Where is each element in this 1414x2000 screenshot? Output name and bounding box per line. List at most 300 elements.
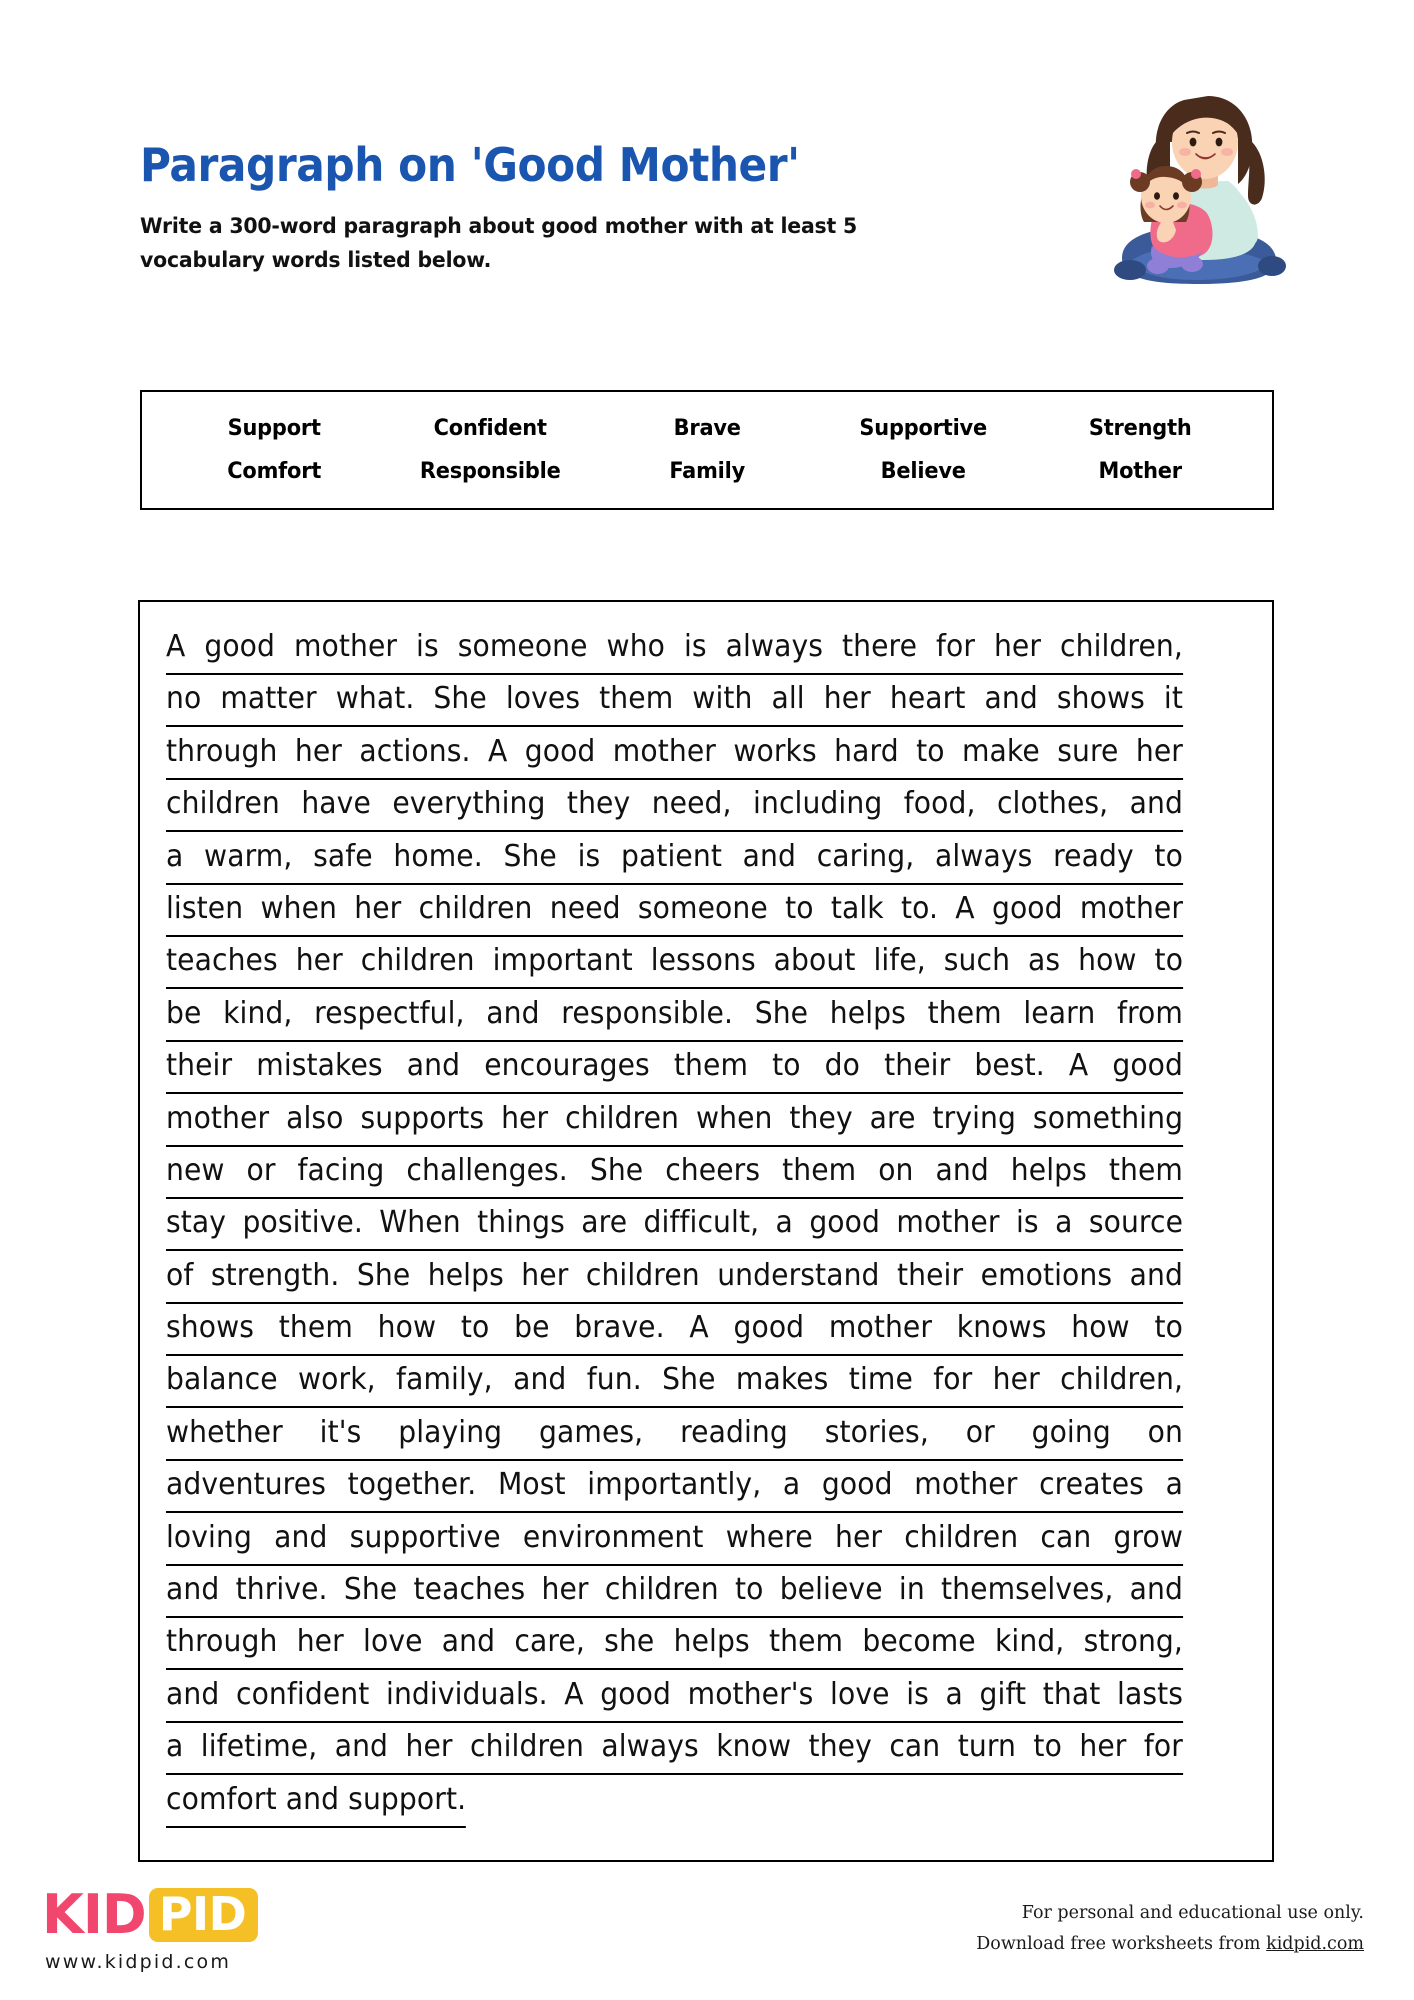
paragraph-word: good — [821, 1467, 893, 1503]
paragraph-word: something — [1032, 1100, 1184, 1136]
paragraph-word: actions. — [359, 733, 471, 769]
paragraph-word: mother — [896, 1205, 1000, 1241]
paragraph-word: good — [524, 733, 596, 769]
paragraph-word: how — [1078, 943, 1137, 979]
paragraph-word: best. — [974, 1048, 1045, 1084]
paragraph-line — [166, 886, 1183, 938]
vocabulary-word: Support — [227, 416, 321, 441]
paragraph-line — [166, 1777, 1183, 1829]
logo-wordmark — [42, 1883, 462, 1946]
paragraph-word: A — [689, 1310, 709, 1346]
paragraph-word: mother's — [687, 1676, 814, 1712]
paragraph-word: teaches — [413, 1572, 526, 1608]
paragraph-word: adventures — [166, 1467, 326, 1503]
paragraph-word: whether — [166, 1414, 283, 1450]
paragraph-word: her — [835, 1519, 883, 1555]
vocabulary-word: Believe — [880, 459, 966, 484]
paragraph-answer-area[interactable] — [138, 600, 1274, 1862]
paragraph-word: children — [418, 890, 533, 926]
paragraph-word: helps — [829, 995, 906, 1031]
paragraph-word: children — [904, 1519, 1019, 1555]
paragraph-word: cheers — [665, 1152, 761, 1188]
paragraph-word: them — [673, 1048, 749, 1084]
paragraph-line — [166, 1305, 1183, 1357]
paragraph-word: emotions — [980, 1257, 1113, 1293]
paragraph-word: mother — [1079, 890, 1184, 926]
paragraph-word: her — [405, 1729, 453, 1765]
paragraph-word: her — [294, 733, 342, 769]
paragraph-word: always — [934, 838, 1033, 874]
vocabulary-box — [140, 390, 1274, 510]
paragraph-word: family, — [396, 1362, 493, 1398]
paragraph-word: her — [1135, 733, 1183, 769]
paragraph-word: her — [993, 629, 1042, 664]
paragraph-word: gift — [979, 1676, 1027, 1712]
vocabulary-row — [142, 416, 1272, 441]
paragraph-word: they — [808, 1729, 872, 1765]
paragraph-word: She — [503, 838, 557, 874]
paragraph-word: children, — [1059, 629, 1183, 664]
paragraph-word: things — [477, 1205, 565, 1241]
paragraph-word: to — [734, 1572, 764, 1608]
paragraph-word: is — [416, 629, 439, 664]
paragraph-word: on — [1147, 1414, 1183, 1450]
paragraph-word: She — [754, 995, 809, 1031]
paragraph-line — [166, 991, 1183, 1043]
paragraph-word: be — [514, 1310, 550, 1346]
paragraph-line-text — [166, 676, 1183, 727]
paragraph-word: need — [549, 890, 621, 926]
paragraph-word: supportive — [349, 1519, 501, 1555]
paragraph-line — [166, 1148, 1183, 1200]
page-instructions: Write a 300-word paragraph about good mother with at least 5 vocabulary words listed below. — [140, 213, 858, 273]
mother-and-child-illustration — [1086, 86, 1326, 301]
paragraph-word: someone — [457, 629, 588, 664]
paragraph-word: and — [334, 1729, 389, 1765]
paragraph-word: or — [246, 1152, 276, 1188]
paragraph-word: fun. — [586, 1362, 642, 1398]
paragraph-word: good — [991, 890, 1063, 926]
paragraph-word: and — [935, 1152, 989, 1188]
paragraph-line-text — [166, 1253, 1183, 1304]
paragraph-word: her — [1079, 1729, 1127, 1765]
paragraph-word: as — [1028, 943, 1061, 979]
paragraph-word: a — [782, 1467, 801, 1503]
paragraph-word: important — [492, 943, 633, 979]
paragraph-word: strength. — [210, 1257, 340, 1293]
paragraph-word: a — [775, 1205, 793, 1241]
paragraph-word: children — [470, 1729, 584, 1765]
paragraph-line — [166, 1462, 1183, 1514]
paragraph-word: mistakes — [256, 1048, 383, 1084]
paragraph-line-text — [166, 624, 1183, 675]
paragraph-word: playing — [398, 1414, 503, 1450]
paragraph-line-text — [166, 1515, 1183, 1566]
paragraph-word: lessons — [650, 943, 756, 979]
paragraph-word: works — [733, 733, 817, 769]
paragraph-word: is — [1015, 1205, 1039, 1241]
paragraph-word: children — [166, 786, 280, 822]
paragraph-word: their — [884, 1048, 951, 1084]
paragraph-word: A — [1068, 1048, 1089, 1084]
paragraph-word: for — [1143, 1729, 1183, 1765]
paragraph-word: She — [356, 1257, 411, 1293]
paragraph-word: make — [961, 733, 1040, 769]
paragraph-word: through — [166, 1624, 278, 1660]
paragraph-word: learn — [1023, 995, 1096, 1031]
paragraph-word: and — [406, 1048, 461, 1084]
paragraph-word: caring, — [816, 838, 915, 874]
paragraph-word: positive. — [242, 1205, 363, 1241]
paragraph-word: supports — [360, 1100, 485, 1136]
paragraph-word: ready — [1053, 838, 1134, 874]
paragraph-line — [166, 624, 1183, 676]
paragraph-word: need, — [651, 786, 732, 822]
paragraph-word: helps — [427, 1257, 504, 1293]
paragraph-word: her — [823, 681, 871, 717]
paragraph-word: to — [1154, 838, 1183, 874]
kidpid-link[interactable]: kidpid.com — [1266, 1933, 1364, 1954]
paragraph-word: and — [1129, 1572, 1183, 1608]
worksheet-header — [140, 140, 970, 278]
vocabulary-word: Supportive — [859, 416, 988, 441]
paragraph-word: and — [166, 1572, 220, 1608]
paragraph-word: mother — [914, 1467, 1018, 1503]
paragraph-word: patient — [620, 838, 722, 874]
paragraph-line — [166, 781, 1183, 833]
paragraph-line-text — [166, 991, 1183, 1042]
paragraph-word: and — [1129, 1257, 1183, 1293]
paragraph-word: have — [301, 786, 371, 822]
paragraph-line — [166, 1515, 1183, 1567]
paragraph-word: facing — [297, 1152, 385, 1188]
footer-usage-line: For personal and educational use only. — [1021, 1903, 1364, 1923]
paragraph-word: good — [733, 1310, 805, 1346]
paragraph-word: her — [541, 1572, 589, 1608]
paragraph-word: and — [486, 995, 540, 1031]
paragraph-line-text — [166, 1672, 1183, 1723]
paragraph-word: love — [363, 1624, 423, 1660]
vocabulary-word: Confident — [434, 416, 548, 441]
paragraph-word: is — [683, 629, 707, 664]
paragraph-line-text — [166, 1724, 1183, 1775]
paragraph-word: A — [166, 629, 186, 664]
paragraph-word: that — [1042, 1676, 1101, 1712]
paragraph-word: shows — [1056, 681, 1145, 717]
paragraph-word: thrive. — [235, 1572, 328, 1608]
paragraph-word: She — [589, 1152, 644, 1188]
paragraph-word: to — [785, 890, 814, 926]
paragraph-word: stay — [166, 1205, 227, 1241]
paragraph-word: makes — [735, 1362, 829, 1398]
paragraph-word: her — [295, 943, 343, 979]
paragraph-word: who — [606, 629, 666, 664]
paragraph-word: environment — [522, 1519, 704, 1555]
paragraph-word: helps — [673, 1624, 750, 1660]
paragraph-word: sure — [1057, 733, 1119, 769]
paragraph-word: confident — [235, 1676, 370, 1712]
paragraph-word: her — [992, 1362, 1040, 1398]
paragraph-word: listen — [166, 890, 244, 926]
paragraph-word: brave. — [574, 1310, 665, 1346]
paragraph-word: and — [274, 1519, 328, 1555]
vocabulary-row — [142, 459, 1272, 484]
paragraph-word: safe — [313, 838, 373, 874]
paragraph-word: mother — [166, 1100, 270, 1136]
paragraph-word: warm, — [204, 838, 293, 874]
paragraph-word: them — [927, 995, 1002, 1031]
paragraph-word: helps — [1010, 1152, 1087, 1188]
paragraph-word: know — [716, 1729, 792, 1765]
paragraph-word: difficult, — [643, 1205, 760, 1241]
paragraph-word: hard — [834, 733, 899, 769]
paragraph-word: mother — [828, 1310, 933, 1346]
paragraph-word: such — [943, 943, 1011, 979]
footer-download-line — [976, 1929, 1364, 1960]
footer-download-text: Download free worksheets from — [976, 1933, 1267, 1954]
paragraph-line — [166, 1357, 1183, 1409]
paragraph-line-text — [166, 1148, 1183, 1199]
paragraph-word: believe — [779, 1572, 883, 1608]
paragraph-word: their — [896, 1257, 964, 1293]
paragraph-word: they — [789, 1100, 853, 1136]
paragraph-word: and — [984, 681, 1038, 717]
paragraph-word: to — [772, 1048, 801, 1084]
paragraph-line — [166, 1619, 1183, 1671]
vocabulary-word: Family — [669, 459, 745, 484]
kidpid-logo — [42, 1883, 462, 1973]
paragraph-line-text — [166, 1619, 1183, 1670]
paragraph-word: through — [166, 733, 278, 769]
paragraph-word: kind, — [223, 995, 293, 1031]
paragraph-word: to — [1033, 1729, 1062, 1765]
paragraph-word: A — [955, 890, 975, 926]
paragraph-word: A — [564, 1676, 584, 1712]
paragraph-word: teaches — [166, 943, 278, 979]
paragraph-word: are — [869, 1100, 916, 1136]
paragraph-word: or — [965, 1414, 995, 1450]
paragraph-word: She — [433, 681, 487, 717]
paragraph-line-text — [166, 1043, 1183, 1094]
paragraph-word: their — [166, 1048, 233, 1084]
paragraph-line — [166, 729, 1183, 781]
paragraph-word: them — [1108, 1152, 1183, 1188]
paragraph-line — [166, 1410, 1183, 1462]
paragraph-word: to — [1154, 943, 1184, 979]
paragraph-word: good — [1112, 1048, 1184, 1084]
paragraph-word: themselves, — [941, 1572, 1114, 1608]
paragraph-word: them — [768, 1624, 844, 1660]
paragraph-word: care, — [514, 1624, 585, 1660]
paragraph-word: to — [1154, 1310, 1183, 1346]
paragraph-line-text — [166, 1096, 1183, 1147]
paragraph-word: encourages — [484, 1048, 650, 1084]
paragraph-word: She — [343, 1572, 398, 1608]
paragraph-line-text — [166, 729, 1183, 780]
paragraph-word: strong, — [1083, 1624, 1183, 1660]
logo-kid-text: KID — [42, 1883, 146, 1946]
paragraph-word: A — [487, 733, 508, 769]
vocabulary-word: Strength — [1088, 416, 1192, 441]
paragraph-word: for — [935, 629, 976, 664]
page-title: Paragraph on 'Good Mother' — [140, 138, 800, 192]
paragraph-word: love — [830, 1676, 890, 1712]
paragraph-word: lasts — [1117, 1676, 1184, 1712]
paragraph-word: mother — [612, 733, 716, 769]
vocabulary-word: Comfort — [227, 459, 322, 484]
paragraph-word: are — [581, 1205, 628, 1241]
paragraph-word: to — [460, 1310, 490, 1346]
paragraph-word: someone — [637, 890, 768, 926]
paragraph-word: in — [898, 1572, 925, 1608]
paragraph-line-text — [166, 1305, 1183, 1356]
paragraph-line — [166, 1200, 1183, 1252]
paragraph-word: what. — [335, 681, 415, 717]
paragraph-word: a — [945, 1676, 963, 1712]
paragraph-word: together. — [347, 1467, 477, 1503]
vocabulary-word: Mother — [1098, 459, 1182, 484]
paragraph-word: to. — [900, 890, 939, 926]
paragraph-line-text: comfort and support. — [166, 1777, 466, 1828]
paragraph-word: and — [513, 1362, 567, 1398]
paragraph-word: and — [742, 838, 797, 874]
paragraph-word: good — [204, 629, 276, 664]
paragraph-word: it — [1163, 681, 1183, 717]
paragraph-word: a — [166, 1729, 184, 1765]
paragraph-word: home. — [393, 838, 483, 874]
paragraph-word: games, — [539, 1414, 644, 1450]
paragraph-word: on — [878, 1152, 914, 1188]
paragraph-line — [166, 938, 1183, 990]
paragraph-word: children, — [1060, 1362, 1184, 1398]
paragraph-word: challenges. — [406, 1152, 568, 1188]
paragraph-word: a — [1165, 1467, 1183, 1503]
paragraph-line — [166, 1043, 1183, 1095]
paragraph-word: is — [577, 838, 601, 874]
paragraph-word: source — [1088, 1205, 1184, 1241]
paragraph-word: kind, — [994, 1624, 1065, 1660]
paragraph-word: a — [1055, 1205, 1073, 1241]
paragraph-word: life, — [873, 943, 926, 979]
paragraph-word: good — [809, 1205, 881, 1241]
footer-note — [976, 1898, 1364, 1959]
paragraph-line-text — [166, 1357, 1183, 1408]
paragraph-word: it's — [319, 1414, 362, 1450]
paragraph-line — [166, 676, 1183, 728]
paragraph-word: going — [1031, 1414, 1111, 1450]
paragraph-line — [166, 834, 1183, 886]
paragraph-word: and — [441, 1624, 496, 1660]
paragraph-word: all — [771, 681, 805, 717]
paragraph-word: good — [600, 1676, 672, 1712]
paragraph-word: them — [782, 1152, 857, 1188]
paragraph-word: how — [1071, 1310, 1130, 1346]
paragraph-word: her — [354, 890, 402, 926]
paragraph-word: and — [166, 1676, 220, 1712]
paragraph-word: importantly, — [587, 1467, 762, 1503]
paragraph-word: become — [862, 1624, 976, 1660]
paragraph-word: knows — [956, 1310, 1047, 1346]
paragraph-line-text — [166, 1462, 1183, 1513]
paragraph-word: clothes, — [996, 786, 1109, 822]
paragraph-word: including — [753, 786, 883, 822]
paragraph-word: everything — [392, 786, 546, 822]
paragraph-word: about — [773, 943, 856, 979]
paragraph-word: can — [1040, 1519, 1092, 1555]
paragraph-word: understand — [717, 1257, 880, 1293]
paragraph-line-text — [166, 886, 1183, 937]
paragraph-word: balance — [166, 1362, 278, 1398]
paragraph-word: grow — [1113, 1519, 1184, 1555]
paragraph-word: can — [889, 1729, 941, 1765]
paragraph-word: trying — [932, 1100, 1016, 1136]
paragraph-line-text — [166, 1200, 1183, 1251]
paragraph-word: heart — [889, 681, 966, 717]
paragraph-word: her — [501, 1100, 549, 1136]
paragraph-word: responsible. — [561, 995, 734, 1031]
paragraph-line — [166, 1253, 1183, 1305]
paragraph-word: a — [166, 838, 184, 874]
paragraph-word: with — [692, 681, 753, 717]
paragraph-word: Most — [497, 1467, 566, 1503]
paragraph-word: She — [662, 1362, 716, 1398]
website-url: www.kidpid.com — [45, 1951, 232, 1973]
paragraph-word: loves — [505, 681, 581, 717]
paragraph-word: children — [585, 1257, 700, 1293]
paragraph-line-text — [166, 1410, 1183, 1461]
paragraph-word: loving — [166, 1519, 252, 1555]
paragraph-word: them — [599, 681, 674, 717]
paragraph-word: no — [166, 681, 202, 717]
vocabulary-word: Responsible — [420, 459, 561, 484]
paragraph-word: turn — [957, 1729, 1016, 1765]
paragraph-word: also — [286, 1100, 344, 1136]
paragraph-word: shows — [166, 1310, 255, 1346]
paragraph-word: her — [296, 1624, 344, 1660]
paragraph-word: always — [601, 1729, 699, 1765]
paragraph-word: her — [521, 1257, 569, 1293]
paragraph-word: is — [906, 1676, 929, 1712]
paragraph-word: children — [360, 943, 475, 979]
paragraph-word: stories, — [824, 1414, 929, 1450]
logo-pid-badge — [149, 1888, 259, 1942]
paragraph-word: to — [916, 733, 945, 769]
paragraph-word: new — [166, 1152, 225, 1188]
paragraph-word: children — [565, 1100, 680, 1136]
paragraph-line — [166, 1567, 1183, 1619]
paragraph-word: and — [1129, 786, 1184, 822]
paragraph-word: when — [260, 890, 338, 926]
paragraph-word: be — [166, 995, 202, 1031]
paragraph-word: When — [379, 1205, 461, 1241]
paragraph-word: time — [848, 1362, 913, 1398]
paragraph-line — [166, 1672, 1183, 1724]
paragraph-word: lifetime, — [200, 1729, 318, 1765]
paragraph-word: matter — [220, 681, 317, 717]
paragraph-word: do — [824, 1048, 861, 1084]
paragraph-word: for — [933, 1362, 973, 1398]
paragraph-word: talk — [830, 890, 884, 926]
paragraph-word: she — [604, 1624, 655, 1660]
paragraph-line-text — [166, 938, 1183, 989]
vocabulary-word: Brave — [673, 416, 741, 441]
paragraph-line — [166, 1096, 1183, 1148]
paragraph-word: where — [725, 1519, 813, 1555]
paragraph-word: mother — [293, 629, 398, 664]
paragraph-word: when — [695, 1100, 773, 1136]
paragraph-word: how — [377, 1310, 437, 1346]
paragraph-word: there — [841, 629, 918, 664]
